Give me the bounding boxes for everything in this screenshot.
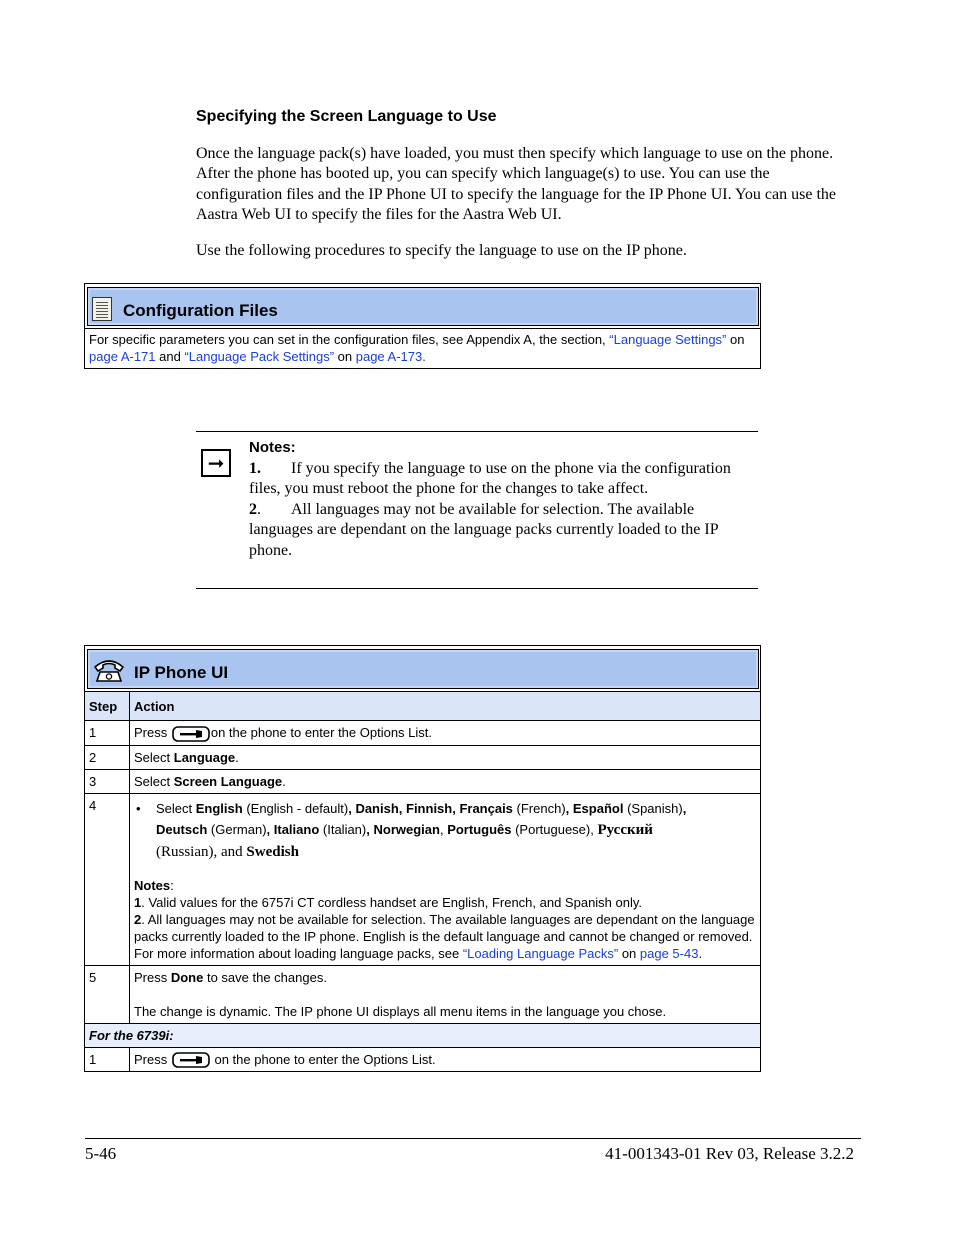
language-options-list: • Select English (English - default), Danish, Finnish, Français (French), Español (Spanish), Deutsch (German), Italiano (Italian), Norwegian, Português (Portuguese), Русский (Russian), and Swedish	[134, 798, 756, 863]
options-key-icon	[172, 1052, 210, 1068]
english-option: English	[195, 800, 243, 816]
step-number: 4	[85, 793, 130, 965]
table-row	[85, 1047, 761, 1072]
procedure-intro-paragraph: Use the following procedures to specify the language to use on the IP phone.	[196, 242, 687, 259]
configuration-files-title: Configuration Files	[123, 301, 278, 320]
notes-label: Notes:	[249, 439, 296, 456]
italiano-option: Italiano	[273, 821, 320, 837]
section-heading: Specifying the Screen Language to Use	[196, 108, 497, 125]
press-label: Press	[134, 1051, 168, 1067]
config-on-1: on	[726, 332, 745, 347]
espanol-option: Español	[572, 800, 624, 816]
note-1-text: If you specify the language to use on the phone via the configuration files, you must reboot the phone for the changes to take affect.	[249, 459, 731, 497]
step-number: 1	[85, 721, 130, 746]
russian-option: Русский	[597, 821, 653, 838]
steps-table	[84, 691, 761, 1072]
press-label: Press	[134, 725, 168, 740]
deutsch-option: Deutsch	[156, 821, 208, 837]
step-column-header: Step	[85, 692, 130, 721]
step-2-pre: Select	[134, 749, 174, 765]
model-sub-header: For the 6739i:	[85, 1023, 761, 1047]
language-menu-label: Language	[173, 749, 236, 765]
note-2	[249, 500, 754, 562]
config-and: and	[155, 349, 185, 364]
step-6739-rest: on the phone to enter the Options List.	[210, 1051, 436, 1067]
note-1-number: 1.	[249, 459, 261, 477]
step-number: 1	[85, 1047, 130, 1072]
table-row	[85, 769, 761, 793]
swedish-option: Swedish	[246, 843, 299, 860]
configuration-files-text	[89, 331, 754, 365]
note-2-dot: .	[257, 500, 261, 518]
norwegian-option: Norwegian	[373, 821, 440, 837]
step-action	[130, 793, 761, 965]
done-key-label: Done	[170, 969, 204, 985]
step-4-note-1: 1. Valid values for the 6757i CT cordless handset are English, French, and Spanish only.	[134, 894, 643, 910]
configuration-files-header	[87, 287, 759, 326]
note-2-number: 2	[249, 500, 257, 518]
notes-box	[196, 431, 758, 589]
table-row	[85, 965, 761, 1023]
config-on-2: on	[334, 349, 356, 364]
step-number: 3	[85, 769, 130, 793]
table-row	[85, 745, 761, 769]
configuration-files-box	[84, 283, 761, 369]
footer-divider	[85, 1138, 861, 1139]
document-icon	[92, 297, 112, 321]
note-1	[249, 459, 754, 500]
notes-content	[249, 438, 754, 561]
ip-phone-ui-box	[84, 645, 761, 693]
step-5-note: The change is dynamic. The IP phone UI displays all menu items in the language you chose.	[134, 1003, 667, 1019]
danish-finnish-francais-options: Danish, Finnish, Français	[355, 800, 513, 816]
step-action	[130, 1047, 761, 1072]
phone-icon	[92, 655, 126, 683]
step-number: 2	[85, 745, 130, 769]
table-row	[85, 793, 761, 965]
step-3-post: .	[282, 773, 286, 789]
sub-header-row	[85, 1023, 761, 1047]
step-1-rest: on the phone to enter the Options List.	[210, 725, 433, 740]
ip-phone-ui-title: IP Phone UI	[134, 663, 229, 682]
intro-paragraph: Once the language pack(s) have loaded, you must then specify which language to use on the phone. After the phone has booted up, you can specify which language(s) to use. You can use the configuration files and the IP Phone UI to specify the language for the IP Phone UI. You can use the Aastra Web UI to specify the files for the Aastra Web UI.	[196, 145, 837, 223]
config-period: .	[422, 349, 426, 364]
step-action	[130, 769, 761, 793]
step-2-post: .	[235, 749, 239, 765]
options-key-icon	[172, 726, 210, 742]
language-settings-link[interactable]: “Language Settings”	[609, 332, 727, 347]
note-2-text: All languages may not be available for selection. The available languages are dependant on the language packs currently loaded to the IP phone.	[249, 500, 719, 559]
action-column-header: Action	[130, 692, 761, 721]
document-reference: 41-001343-01 Rev 03, Release 3.2.2	[605, 1144, 854, 1163]
arrow-right-icon: ➞	[201, 449, 231, 477]
page-number: 5-46	[85, 1144, 117, 1163]
step-4-note-2: 2. All languages may not be available for selection. The available languages are dependant on the language packs currently loaded to the IP phone. English is the default language and cannot be changed or removed. For more information about loading language packs, see “Loading Language Packs” on page 5-43.	[134, 911, 755, 961]
table-row	[85, 721, 761, 746]
config-text-prefix: For specific parameters you can set in the configuration files, see Appendix A, the section,	[89, 332, 610, 347]
portugues-option: Português	[447, 821, 512, 837]
page-a173-link[interactable]: page A-173	[355, 349, 423, 364]
screen-language-menu-label: Screen Language	[173, 773, 283, 789]
step-action	[130, 745, 761, 769]
page-5-43-link[interactable]: page 5-43	[639, 945, 699, 961]
notes-label-inline: Notes	[134, 877, 171, 893]
page-a171-link[interactable]: page A-171	[89, 349, 156, 364]
table-header-row	[85, 692, 761, 721]
step-3-pre: Select	[134, 773, 174, 789]
step-4-notes: Notes:	[134, 877, 174, 893]
step-action	[130, 721, 761, 746]
loading-language-packs-link[interactable]: “Loading Language Packs”	[462, 945, 619, 961]
language-pack-settings-link[interactable]: “Language Pack Settings”	[184, 349, 335, 364]
step-number: 5	[85, 965, 130, 1023]
step-action: Press Done to save the changes. The change is dynamic. The IP phone UI displays all menu items in the language you chose.	[130, 965, 761, 1023]
ip-phone-ui-header	[87, 649, 759, 689]
